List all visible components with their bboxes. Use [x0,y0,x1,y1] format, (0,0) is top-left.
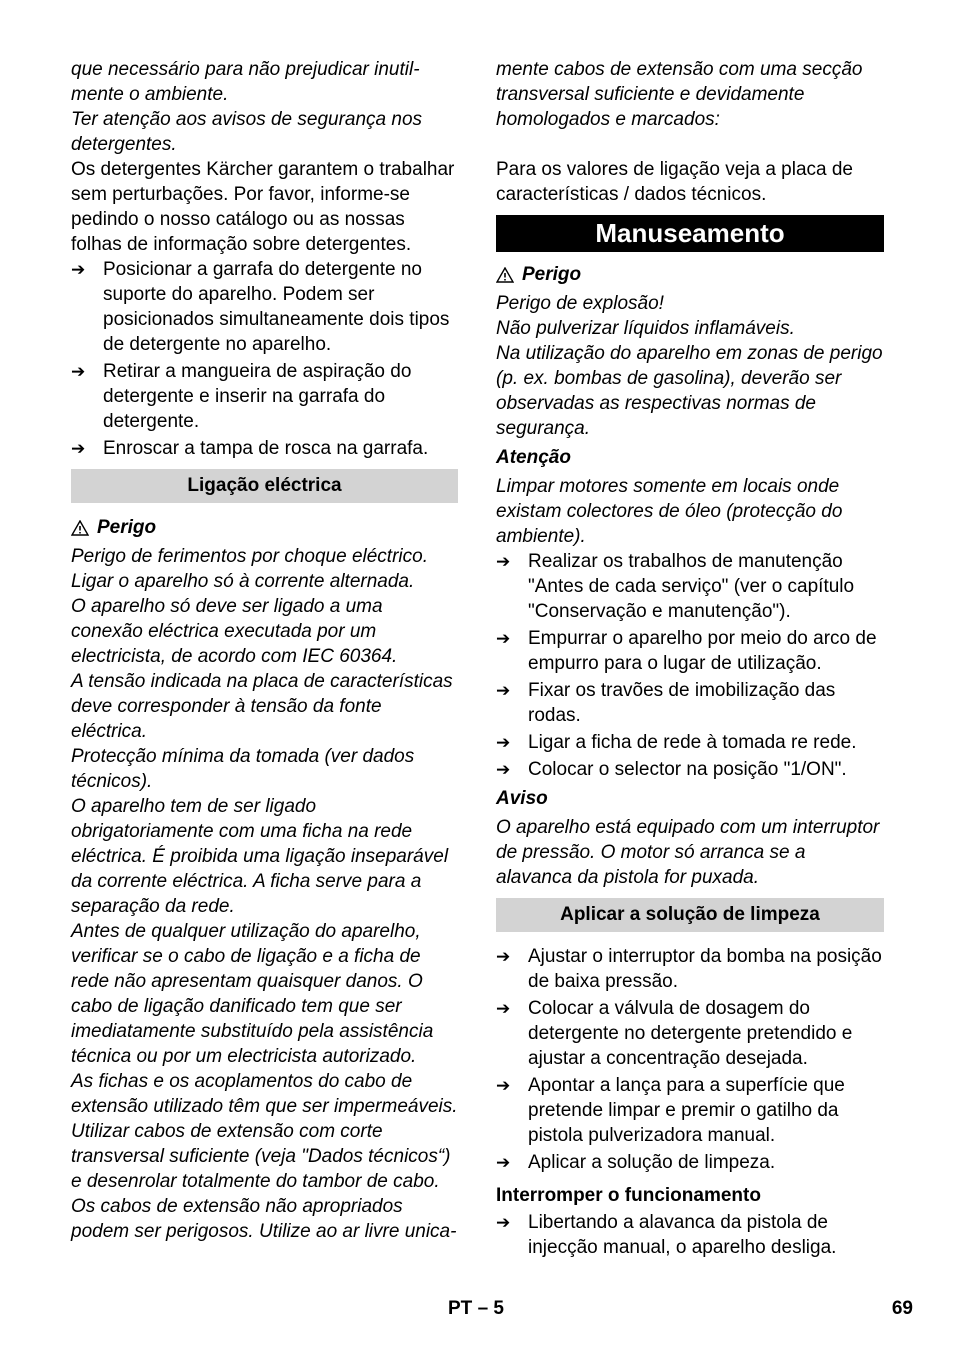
notice-text: O aparelho está equipado com um interruptor de pressão. O motor só arranca se a alavanca da pistola for puxada. [496,817,880,888]
warning-paragraph: O aparelho só deve ser ligado a uma conexão eléctrica executada por um electricista, de acordo com IEC 60364. [71,596,398,667]
notice-heading: Aviso [496,788,548,809]
warning-paragraph: Os cabos de extensão não apropriados podem ser perigosos. Utilize ao ar livre unica- [71,1196,457,1242]
arrow-right-icon: ➔ [496,681,511,700]
intro-line-2: Ter atenção aos avisos de segurança nos detergentes. [71,109,423,155]
warning-paragraph: Protecção mínima da tomada (ver dados técnicos). [71,746,415,792]
warning-paragraph: Perigo de ferimentos por choque eléctrico. [71,546,428,567]
list-item: ➔ Ajustar o interruptor da bomba na posição de baixa pressão. [496,946,882,992]
footer-section-page: – 5 [477,1298,504,1319]
list-item: ➔ Fixar os travões de imobilização das rodas. [496,680,836,726]
arrow-right-icon: ➔ [496,1153,511,1172]
arrow-right-icon: ➔ [71,260,86,279]
arrow-right-icon: ➔ [496,999,511,1018]
section-title-cleaning-solution: Aplicar a solução de limpeza [496,898,884,932]
arrow-right-icon: ➔ [496,733,511,752]
attention-text: Limpar motores somente em locais onde existam colectores de óleo (protecção do ambiente). [496,476,843,547]
warning-paragraph: Utilizar cabos de extensão com corte transversal suficiente (veja "Dados técnicos“) e desenrolar totalmente do tambor de cabo. [71,1121,451,1192]
connection-values-text: Para os valores de ligação veja a placa de características / dados técnicos. [496,159,854,205]
footer-language-code: PT – 5 [448,1298,504,1319]
list-item: ➔ Aplicar a solução de limpeza. [496,1152,776,1173]
arrow-right-icon: ➔ [496,629,511,648]
continuation-text: mente cabos de extensão com uma secção transversal suficiente e devidamente homologados e marcados: [496,59,863,130]
arrow-right-icon: ➔ [496,1076,511,1095]
list-item: ➔ Libertando a alavanca da pistola de injecção manual, o aparelho desliga. [496,1212,837,1258]
list-item: ➔ Ligar a ficha de rede à tomada re rede. [496,732,857,753]
intro-line-1: que necessário para não prejudicar inutil-mente o ambiente. [71,59,420,105]
arrow-right-icon: ➔ [496,1213,511,1232]
list-item: ➔ Retirar a mangueira de aspiração do detergente e inserir na garrafa do detergente. [71,361,412,432]
list-item: ➔ Apontar a lança para a superfície que pretende limpar e premir o gatilho da pistola pulverizadora manual. [496,1075,845,1146]
warning-paragraph: As fichas e os acoplamentos do cabo de extensão utilizado têm que ser impermeáveis. [71,1071,458,1117]
arrow-right-icon: ➔ [71,439,86,458]
subsection-title: Interromper o funcionamento [496,1185,761,1206]
arrow-right-icon: ➔ [496,947,511,966]
list-item: ➔ Colocar o selector na posição "1/ON". [496,759,847,780]
section-title-handling: Manuseamento [496,215,884,252]
detergents-text: Os detergentes Kärcher garantem o trabalhar sem perturbações. Por favor, informe-se pedindo o nosso catálogo ou as nossas folhas de informação sobre detergentes. [71,159,455,255]
arrow-right-icon: ➔ [496,552,511,571]
page-number: 69 [891,1298,913,1319]
left-column [71,57,458,1244]
arrow-right-icon: ➔ [496,760,511,779]
warning-paragraph: A tensão indicada na placa de características deve corresponder à tensão da fonte eléctrica. [71,671,453,742]
arrow-right-icon: ➔ [71,362,86,381]
list-item: ➔ Realizar os trabalhos de manutenção "Antes de cada serviço" (ver o capítulo "Conservação e manutenção"). [496,551,855,622]
warning-paragraph: O aparelho tem de ser ligado obrigatoriamente com uma ficha na rede eléctrica. É proibida uma ligação inseparável da corrente eléctrica. A ficha serve para a separação da rede. [71,796,449,917]
warning-heading: Perigo [496,262,884,287]
warning-paragraph: Não pulverizar líquidos inflamáveis. [496,318,795,339]
warning-paragraph: Antes de qualquer utilização do aparelho, verificar se o cabo de ligação e a ficha de rede não apresentam quaisquer danos. O cabo de ligação danificado tem que ser imediatamente substituído pela assistência técnica ou por um electricista autorizado. [71,921,434,1067]
warning-triangle-icon [71,520,89,536]
list-item: ➔ Colocar a válvula de dosagem do detergente no detergente pretendido e ajustar a concentração desejada. [496,998,853,1069]
list-item: ➔ Enroscar a tampa de rosca na garrafa. [71,438,429,459]
section-title-electrical: Ligação eléctrica [71,469,458,503]
list-item: ➔ Posicionar a garrafa do detergente no suporte do aparelho. Podem ser posicionados simultaneamente dois tipos de detergente no aparelho. [71,259,450,355]
right-column [496,57,884,1262]
attention-heading: Atenção [496,447,571,468]
warning-triangle-icon [496,267,514,283]
warning-paragraph: Na utilização do aparelho em zonas de perigo (p. ex. bombas de gasolina), deverão ser observadas as respectivas normas de segurança. [496,343,883,439]
warning-heading: Perigo [71,515,458,540]
list-item: ➔ Empurrar o aparelho por meio do arco de empurro para o lugar de utilização. [496,628,877,674]
warning-paragraph: Perigo de explosão! [496,293,664,314]
warning-paragraph: Ligar o aparelho só à corrente alternada. [71,571,415,592]
